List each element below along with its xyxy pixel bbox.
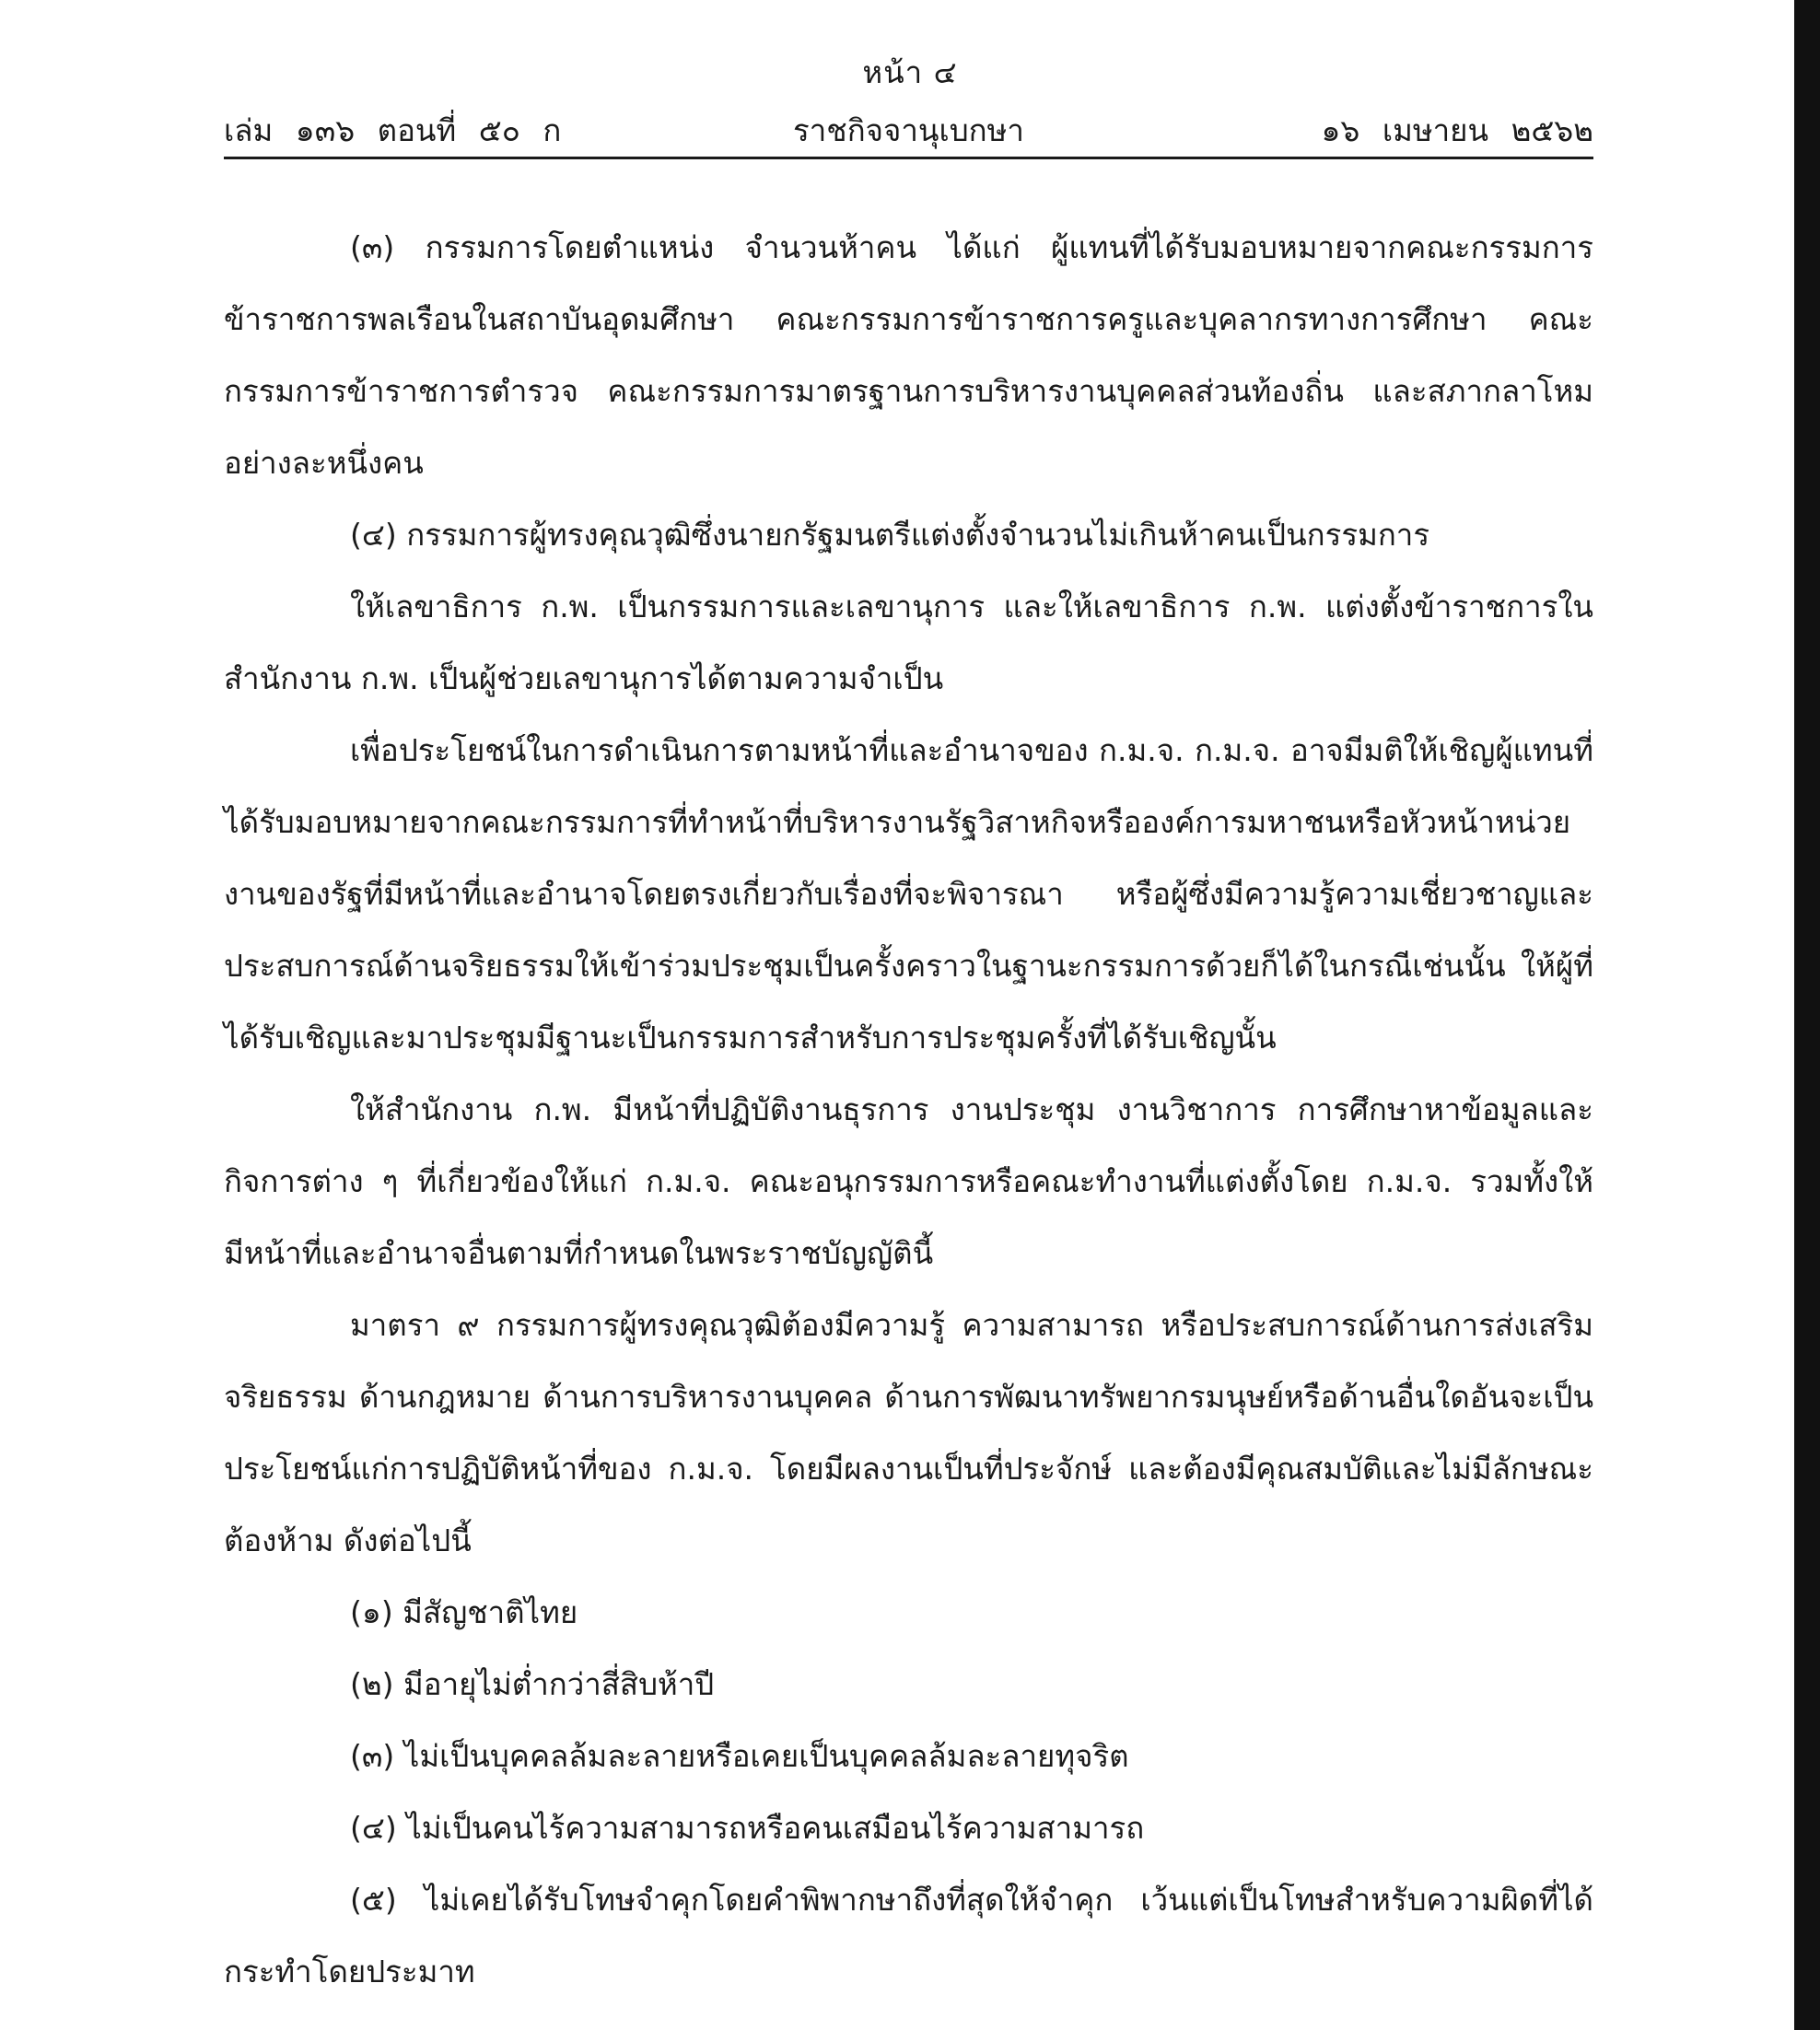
qualification-item: (๒) มีอายุไม่ต่ำกว่าสี่สิบห้าปี — [350, 1666, 715, 1702]
gazette-title: ราชกิจจานุเบกษา — [793, 112, 1024, 148]
page-frame-edge — [1794, 0, 1820, 2030]
qualification-item-5: (๕) ไม่เคยได้รับโทษจำคุกโดยคำพิพากษาถึงที่สุดให้จำคุก เว้นแต่เป็นโทษสำหรับความผิดที่ได้กระทำโดยประมาท — [224, 1882, 1593, 1989]
qualification-item: (๑) มีสัญชาติไทย — [350, 1594, 578, 1630]
paragraph-invite: เพื่อประโยชน์ในการดำเนินการตามหน้าที่และอำนาจของ ก.ม.จ. ก.ม.จ. อาจมีมติให้เชิญผู้แทนที่ได้รับมอบหมายจากคณะกรรมการที่ทำหน้าที่บริหารงานรัฐวิสาหกิจหรือองค์การมหาชนหรือหัวหน้าหน่วยงานของรัฐที่มีหน้าที่และอำนาจโดยตรงเกี่ยวกับเรื่องที่จะพิจารณา หรือผู้ซึ่งมีความรู้ความเชี่ยวชาญและประสบการณ์ด้านจริยธรรมให้เข้าร่วมประชุมเป็นครั้งคราวในฐานะกรรมการด้วยก็ได้ในกรณีเช่นนั้น ให้ผู้ที่ได้รับเชิญและมาประชุมมีฐานะเป็นกรรมการสำหรับการประชุมครั้งที่ได้รับเชิญนั้น — [224, 732, 1593, 1056]
paragraph-secretary: ให้เลขาธิการ ก.พ. เป็นกรรมการและเลขานุการ และให้เลขาธิการ ก.พ. แต่งตั้งข้าราชการในสำนักงาน ก.พ. เป็นผู้ช่วยเลขานุการได้ตามความจำเป็น — [224, 589, 1593, 696]
paragraph-section-9: มาตรา ๙ กรรมการผู้ทรงคุณวุฒิต้องมีความรู้ ความสามารถ หรือประสบการณ์ด้านการส่งเสริมจริยธรรม ด้านกฎหมาย ด้านการบริหารงานบุคคล ด้านการพัฒนาทรัพยากรมนุษย์หรือด้านอื่นใดอันจะเป็นประโยชน์แก่การปฏิบัติหน้าที่ของ ก.ม.จ. โดยมีผลงานเป็นที่ประจักษ์ และต้องมีคุณสมบัติและไม่มีลักษณะต้องห้าม ดังต่อไปนี้ — [224, 1307, 1593, 1558]
gazette-header — [224, 106, 1593, 152]
qualification-item: (๔) ไม่เป็นคนไร้ความสามารถหรือคนเสมือนไร้ความสามารถ — [350, 1810, 1145, 1846]
paragraph-clause-3: (๓) กรรมการโดยตำแหน่ง จำนวนห้าคน ได้แก่ ผู้แทนที่ได้รับมอบหมายจากคณะกรรมการข้าราชการพลเรือนในสถาบันอุดมศึกษา คณะกรรมการข้าราชการครูและบุคลากรทางการศึกษา คณะกรรมการข้าราชการตำรวจ คณะกรรมการมาตรฐานการบริหารงานบุคคลส่วนท้องถิ่น และสภากลาโหม อย่างละหนึ่งคน — [224, 229, 1593, 481]
header-divider — [224, 157, 1593, 159]
paragraph-office-duties: ให้สำนักงาน ก.พ. มีหน้าที่ปฏิบัติงานธุรการ งานประชุม งานวิชาการ การศึกษาหาข้อมูลและกิจการต่าง ๆ ที่เกี่ยวข้องให้แก่ ก.ม.จ. คณะอนุกรรมการหรือคณะทำงานที่แต่งตั้งโดย ก.ม.จ. รวมทั้งให้มีหน้าที่และอำนาจอื่นตามที่กำหนดในพระราชบัญญัตินี้ — [224, 1091, 1593, 1271]
publication-date: ๑๖ เมษายน ๒๕๖๒ — [1321, 112, 1593, 148]
paragraph-clause-4: (๔) กรรมการผู้ทรงคุณวุฒิซึ่งนายกรัฐมนตรีแต่งตั้งจำนวนไม่เกินห้าคนเป็นกรรมการ — [350, 517, 1430, 553]
document-body — [224, 212, 1593, 2008]
page-number: หน้า ๔ — [862, 54, 958, 90]
volume-issue: เล่ม ๑๓๖ ตอนที่ ๕๐ ก — [224, 112, 562, 148]
qualification-item: (๓) ไม่เป็นบุคคลล้มละลายหรือเคยเป็นบุคคลล้มละลายทุจริต — [350, 1738, 1129, 1774]
